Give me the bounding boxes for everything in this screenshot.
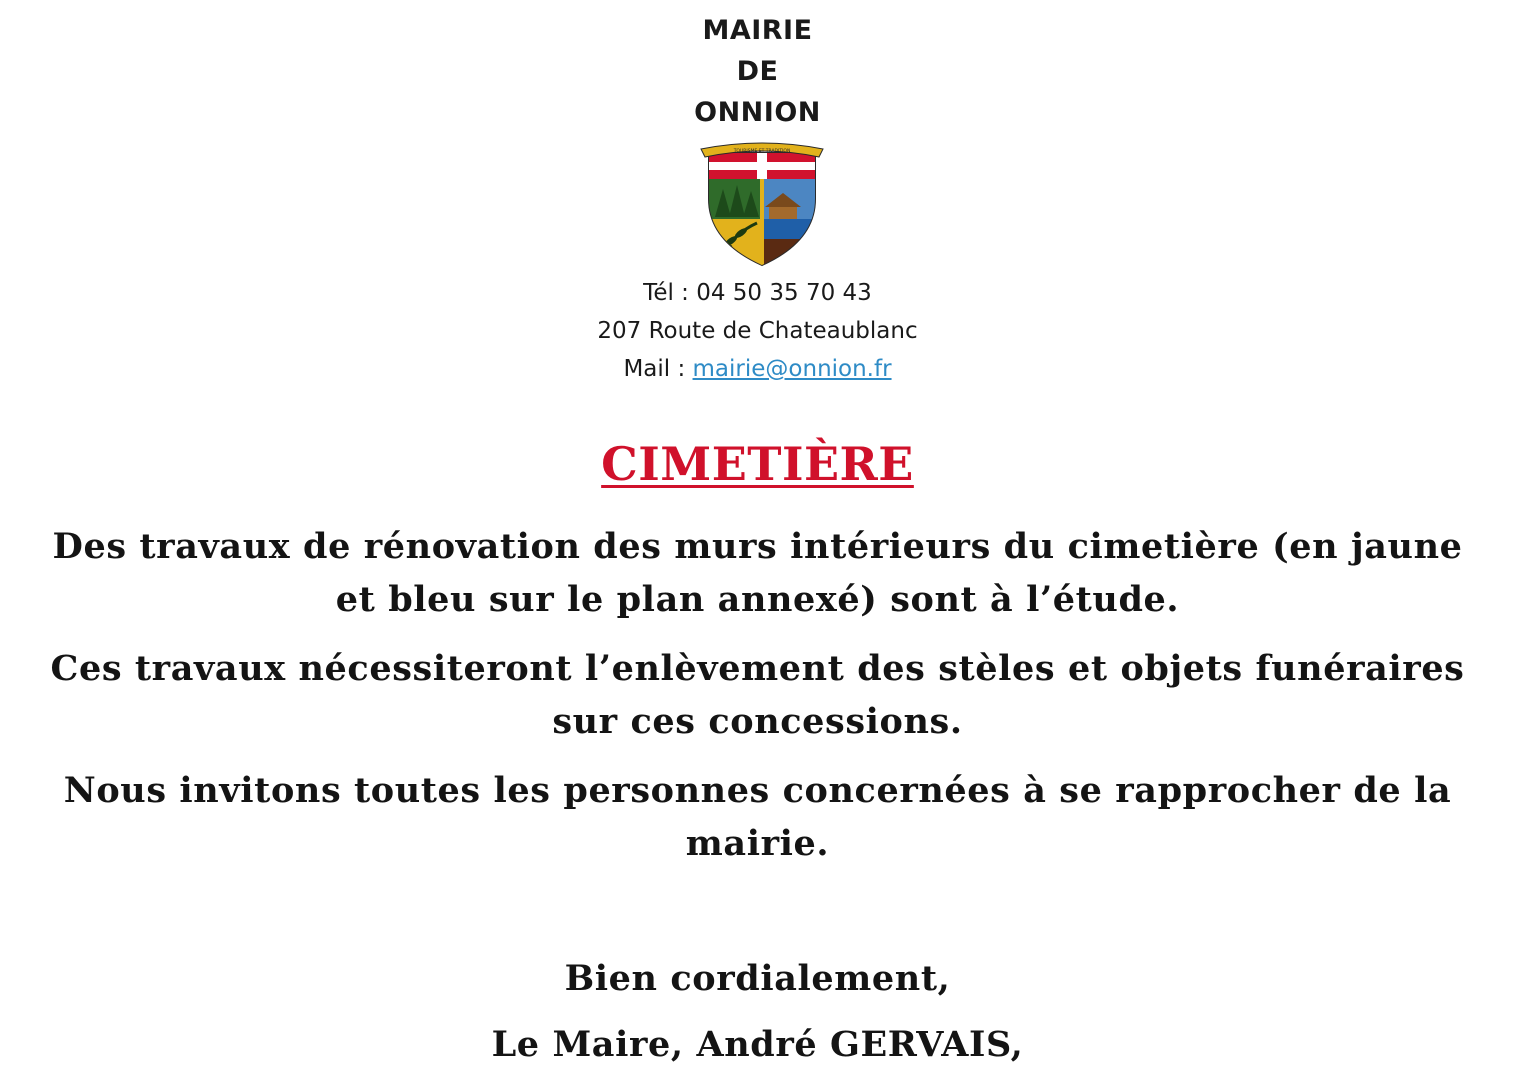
mail-label: Mail : [623, 356, 693, 382]
notice-paragraph-1: Des travaux de rénovation des murs intérieurs du cimetière (en jaune et bleu sur le plan annexé) sont à l’étude. [52, 526, 1463, 620]
header-line-mairie: MAIRIE [702, 15, 813, 46]
header-line-de: DE [736, 56, 779, 87]
notice-title [0, 437, 1515, 491]
notice-paragraph-2: Ces travaux nécessiteront l’enlèvement des stèles et objets funéraires sur ces concessions. [50, 648, 1465, 742]
mail-line [0, 350, 1515, 388]
signature-line: Le Maire, André GERVAIS, [491, 1024, 1024, 1065]
contact-block [0, 274, 1515, 388]
notice-title-text: CIMETIÈRE [601, 437, 914, 491]
closing-greeting: Bien cordialement, [564, 958, 951, 999]
phone-line: Tél : 04 50 35 70 43 [643, 280, 872, 306]
mail-link[interactable]: mairie@onnion.fr [692, 356, 892, 382]
header-line-onnion: ONNION [694, 97, 821, 128]
address-line: 207 Route de Chateaublanc [597, 318, 918, 344]
coat-of-arms-logo [697, 137, 827, 267]
crest-motto: TOURISME ET TRADITION [733, 149, 791, 154]
notice-paragraph-3: Nous invitons toutes les personnes concernées à se rapprocher de la mairie. [63, 770, 1452, 864]
mairie-header [0, 10, 1515, 133]
